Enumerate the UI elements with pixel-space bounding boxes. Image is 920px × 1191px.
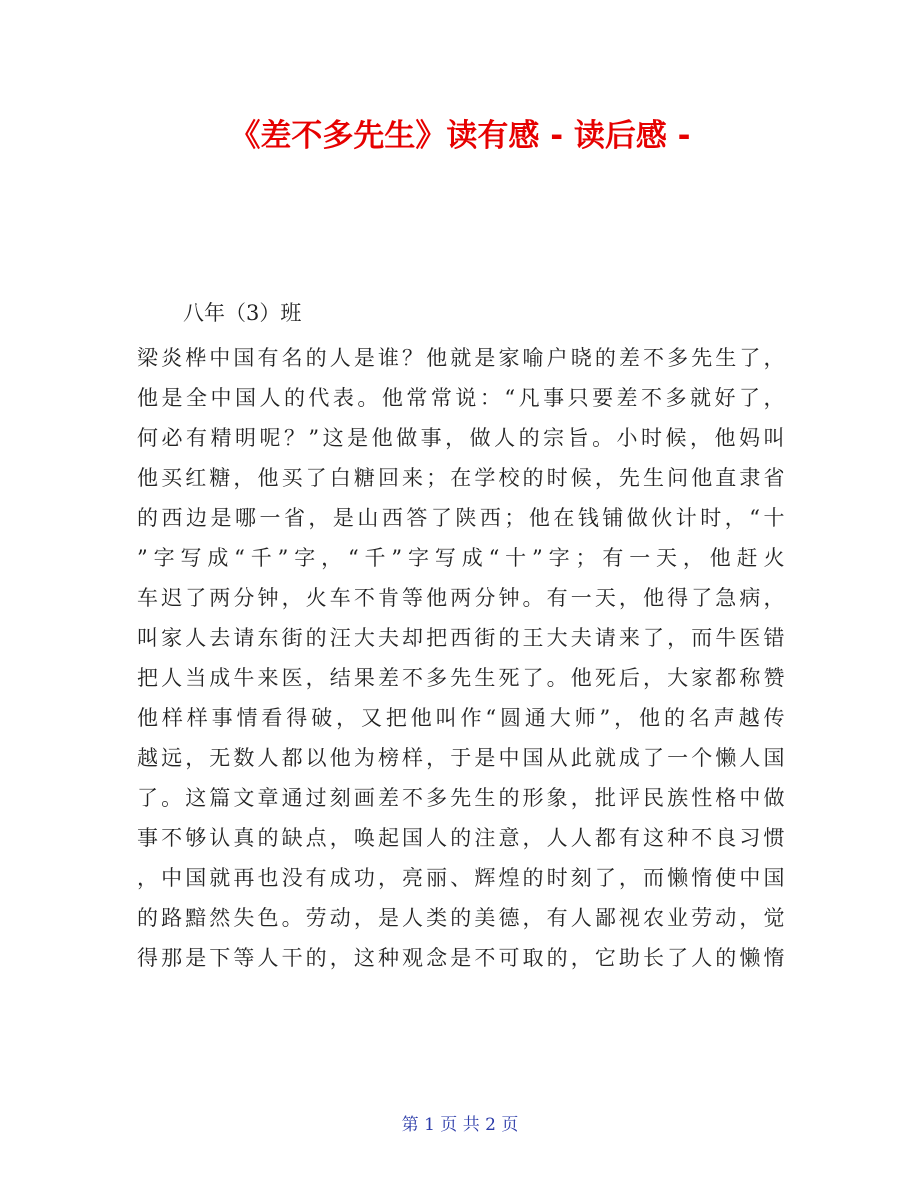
body-line: 越远，无数人都以他为榜样，于是中国从此就成了一个懒人国 — [137, 746, 785, 770]
body-line: 他是全中国人的代表。他常常说：“凡事只要差不多就好了， — [137, 386, 785, 410]
body-line: 的路黯然失色。劳动，是人类的美德，有人鄙视农业劳动，觉 — [137, 906, 785, 930]
body-text — [137, 338, 785, 978]
body-line: 叫家人去请东街的汪大夫却把西街的王大夫请来了，而牛医错 — [137, 626, 785, 650]
body-line: 梁炎桦中国有名的人是谁？他就是家喻户晓的差不多先生了， — [137, 346, 785, 370]
class-label: 八年（3）班 — [183, 301, 302, 325]
body-line: 了。这篇文章通过刻画差不多先生的形象，批评民族性格中做 — [137, 786, 785, 810]
body-line: 的西边是哪一省，是山西答了陕西；他在钱铺做伙计时，“十 — [137, 506, 785, 530]
body-line: ，中国就再也没有成功，亮丽、辉煌的时刻了，而懒惰使中国 — [137, 866, 785, 890]
document-title: 《差不多先生》读有感 - 读后感 - — [229, 118, 691, 154]
body-line: 事不够认真的缺点，唤起国人的注意，人人都有这种不良习惯 — [137, 826, 785, 850]
body-line: ”字写成“千”字，“千”字写成“十”字；有一天，他赶火 — [137, 546, 785, 570]
page-footer: 第 1 页 共 2 页 — [401, 1115, 519, 1135]
body-line: 得那是下等人干的，这种观念是不可取的，它助长了人的懒惰 — [137, 946, 785, 970]
body-line: 何必有精明呢？”这是他做事，做人的宗旨。小时候，他妈叫 — [137, 426, 785, 450]
body-line: 他样样事情看得破，又把他叫作“圆通大师”，他的名声越传 — [137, 706, 785, 730]
body-line: 把人当成牛来医，结果差不多先生死了。他死后，大家都称赞 — [137, 666, 785, 690]
body-line: 车迟了两分钟，火车不肯等他两分钟。有一天，他得了急病， — [137, 586, 785, 610]
body-line: 他买红糖，他买了白糖回来；在学校的时候，先生问他直隶省 — [137, 466, 785, 490]
